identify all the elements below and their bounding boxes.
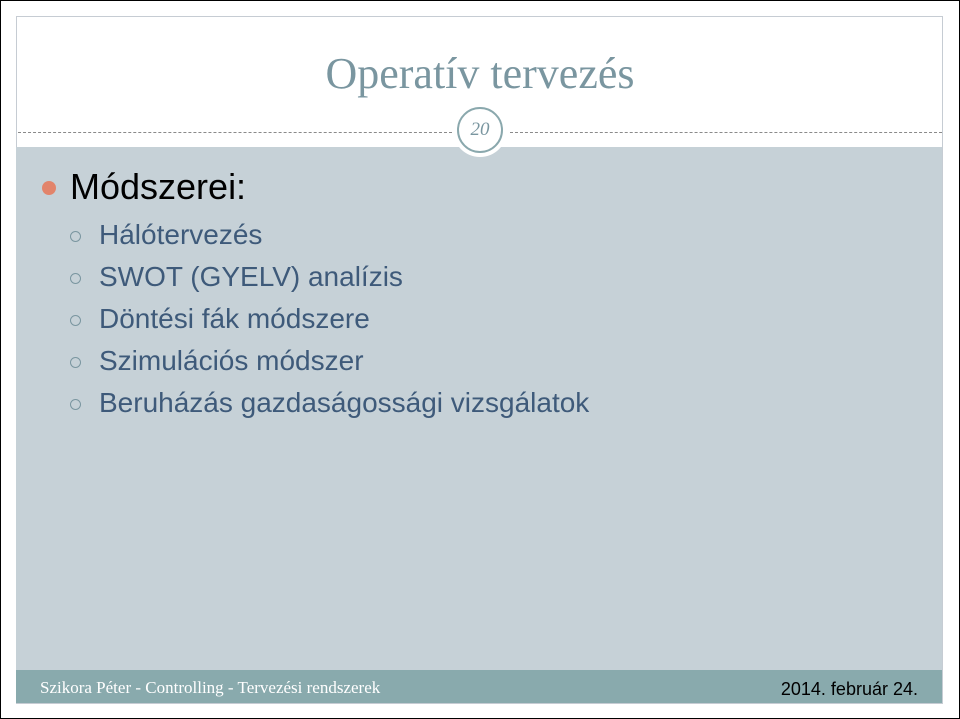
- list-item-text: Szimulációs módszer: [99, 345, 364, 376]
- list-item-text: Hálótervezés: [99, 219, 263, 250]
- slide-title: [0, 50, 960, 98]
- list-item-text: SWOT (GYELV) analízis: [99, 261, 403, 292]
- section-heading-text: Módszerei:: [70, 166, 247, 207]
- hollow-circle-bullet-icon: [70, 273, 81, 284]
- hollow-circle-bullet-icon: [70, 315, 81, 326]
- slide-title-text: Operatív tervezés: [325, 49, 635, 98]
- list-item-text: Beruházás gazdaságossági vizsgálatok: [99, 387, 590, 418]
- list-item: [70, 382, 589, 424]
- list-item: [70, 340, 589, 382]
- title-divider-right: [510, 132, 942, 133]
- slide-footer: [16, 670, 942, 703]
- page-number-badge: [453, 103, 507, 157]
- list-item: [70, 214, 589, 256]
- list-item: [70, 298, 589, 340]
- hollow-circle-bullet-icon: [70, 357, 81, 368]
- hollow-circle-bullet-icon: [70, 399, 81, 410]
- hollow-circle-bullet-icon: [70, 231, 81, 242]
- page-number: 20: [457, 107, 503, 153]
- footer-author-text: Szikora Péter - Controlling - Tervezési rendszerek: [40, 678, 381, 697]
- footer-date: 2014. február 24.: [780, 679, 918, 699]
- filled-circle-bullet-icon: [42, 181, 56, 195]
- title-divider-left: [18, 132, 452, 133]
- method-list: [70, 214, 589, 424]
- list-item: [70, 256, 589, 298]
- list-item-text: Döntési fák módszere: [99, 303, 370, 334]
- section-heading: [42, 166, 246, 208]
